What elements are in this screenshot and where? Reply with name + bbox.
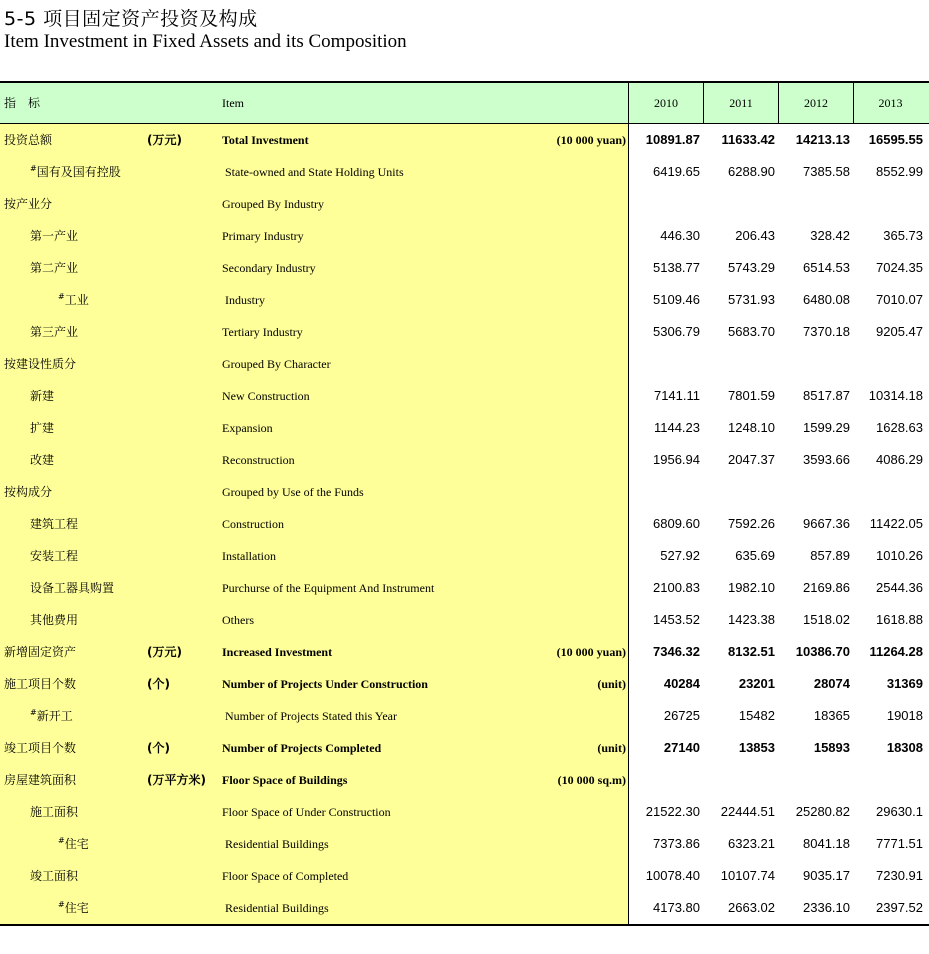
value-cell-2012: 8041.18 [779,828,854,860]
row-chinese-label [58,892,89,924]
row-unit-english: (10 000 sq.m) [557,773,626,787]
value-cell-2012: 7370.18 [779,316,854,348]
row-chinese-label [30,252,78,284]
value-cell-2012 [779,188,854,220]
row-label-cell [0,860,629,892]
value-cell-2013: 2397.52 [854,892,927,924]
value-cell-2011: 11633.42 [704,124,779,156]
row-unit-chinese: (个) [147,741,170,755]
value-cell-2013: 1010.26 [854,540,927,572]
row-chinese-text: 房屋建筑面积 [4,773,77,787]
row-chinese-label [4,764,76,796]
value-cell-2011: 206.43 [704,220,779,252]
value-cell-2013: 9205.47 [854,316,927,348]
value-cell-2010: 4173.80 [629,892,704,924]
row-label-cell [0,764,629,796]
row-chinese-label [4,732,76,764]
row-chinese-text: 第三产业 [30,325,79,339]
value-cell-2011: 1982.10 [704,572,779,604]
row-unit-chinese: (个) [147,677,170,691]
row-label-cell [0,252,629,284]
row-chinese-text: 安装工程 [30,549,79,563]
value-cell-2011: 2047.37 [704,444,779,476]
value-cell-2013: 2544.36 [854,572,927,604]
value-cell-2010: 6809.60 [629,508,704,540]
value-cell-2012: 9035.17 [779,860,854,892]
row-english-label: Grouped By Industry [222,197,324,211]
row-label-cell [0,892,629,924]
table-row [0,476,929,508]
row-chinese-label [30,700,73,732]
row-english-label: Construction [222,517,284,531]
value-cell-2013: 1628.63 [854,412,927,444]
row-chinese-label [30,860,78,892]
row-chinese-text: 住宅 [64,901,89,915]
value-cell-2010: 7373.86 [629,828,704,860]
value-cell-2013 [854,476,927,508]
row-chinese-text: 施工项目个数 [4,677,77,691]
row-chinese-text: 投资总额 [4,133,53,147]
row-chinese-text: 工业 [64,293,89,307]
footnote-mark: # [58,836,65,845]
value-cell-2011 [704,476,779,508]
footnote-mark: # [30,708,37,717]
value-cell-2011 [704,188,779,220]
row-english-label: Grouped By Character [222,357,331,371]
row-chinese-text: 竣工面积 [30,869,79,883]
row-label-cell [0,604,629,636]
row-chinese-label [30,156,121,188]
value-cell-2011: 10107.74 [704,860,779,892]
row-chinese-label [30,380,54,412]
header-indicator-label: 指 标 [4,96,41,110]
table-row [0,796,929,828]
row-english-label: Total Investment [222,133,309,147]
row-english-label: Grouped by Use of the Funds [222,485,364,499]
page-title-chinese: 5-5 项目固定资产投资及构成 [4,8,258,30]
row-english-label: Reconstruction [222,453,295,467]
row-english-label: Others [222,613,254,627]
row-chinese-text: 建筑工程 [30,517,79,531]
table-row [0,444,929,476]
header-item-label: Item [222,96,244,110]
value-cell-2012: 25280.82 [779,796,854,828]
value-cell-2010: 10891.87 [629,124,704,156]
value-cell-2012: 3593.66 [779,444,854,476]
table-row [0,828,929,860]
value-cell-2010: 527.92 [629,540,704,572]
value-cell-2011: 1423.38 [704,604,779,636]
row-unit-english: (10 000 yuan) [556,645,626,659]
row-chinese-text: 改建 [30,453,55,467]
row-label-cell [0,284,629,316]
value-cell-2013: 8552.99 [854,156,927,188]
value-cell-2011: 6288.90 [704,156,779,188]
table-row [0,252,929,284]
value-cell-2011: 15482 [704,700,779,732]
table-row [0,700,929,732]
value-cell-2010: 1144.23 [629,412,704,444]
value-cell-2012: 10386.70 [779,636,854,668]
row-english-label: Expansion [222,421,273,435]
row-english-label: Installation [222,549,276,563]
row-unit-english: (unit) [597,741,626,755]
table-row [0,892,929,924]
row-label-cell [0,700,629,732]
value-cell-2010: 2100.83 [629,572,704,604]
row-label-cell [0,348,629,380]
value-cell-2010: 27140 [629,732,704,764]
value-cell-2012 [779,764,854,796]
row-chinese-label [30,316,78,348]
table-row [0,316,929,348]
row-english-label: Number of Projects Under Construction [222,677,428,691]
row-chinese-text: 新建 [30,389,55,403]
row-english-label: New Construction [222,389,310,403]
row-chinese-text: 国有及国有控股 [36,165,121,179]
row-label-cell [0,668,629,700]
table-body [0,124,929,924]
value-cell-2013 [854,348,927,380]
value-cell-2011: 7801.59 [704,380,779,412]
table-row [0,636,929,668]
value-cell-2013: 7771.51 [854,828,927,860]
row-english-label: Residential Buildings [225,837,329,851]
row-chinese-label [4,636,76,668]
row-english-label: Floor Space of Completed [222,869,349,883]
value-cell-2011 [704,348,779,380]
value-cell-2012: 1518.02 [779,604,854,636]
row-label-cell [0,156,629,188]
table-row [0,380,929,412]
row-label-cell [0,316,629,348]
row-label-cell [0,732,629,764]
row-chinese-label [30,604,78,636]
value-cell-2010: 5306.79 [629,316,704,348]
value-cell-2012: 9667.36 [779,508,854,540]
value-cell-2012: 6480.08 [779,284,854,316]
row-chinese-label [4,348,76,380]
table-row [0,572,929,604]
row-chinese-text: 其他费用 [30,613,79,627]
value-cell-2011: 13853 [704,732,779,764]
row-english-label: Floor Space of Buildings [222,773,348,787]
value-cell-2012: 15893 [779,732,854,764]
value-cell-2010: 7346.32 [629,636,704,668]
value-cell-2011: 635.69 [704,540,779,572]
row-unit-chinese: (万元) [147,645,182,659]
row-unit-chinese: (万平方米) [147,773,206,787]
value-cell-2010: 40284 [629,668,704,700]
row-chinese-text: 按建设性质分 [4,357,77,371]
value-cell-2010 [629,188,704,220]
table-row [0,348,929,380]
row-chinese-label [30,796,78,828]
value-cell-2013 [854,188,927,220]
row-chinese-text: 设备工器具购置 [30,581,115,595]
row-unit-english: (unit) [597,677,626,691]
value-cell-2013: 1618.88 [854,604,927,636]
row-chinese-text: 竣工项目个数 [4,741,77,755]
table-row [0,220,929,252]
value-cell-2010: 21522.30 [629,796,704,828]
footnote-mark: # [30,164,37,173]
row-chinese-label [30,508,78,540]
header-item-cell [0,83,629,123]
header-year-2011: 2011 [704,83,779,123]
value-cell-2013: 11422.05 [854,508,927,540]
row-label-cell [0,380,629,412]
header-year-2012: 2012 [779,83,854,123]
value-cell-2012: 2169.86 [779,572,854,604]
value-cell-2013: 7024.35 [854,252,927,284]
value-cell-2011: 2663.02 [704,892,779,924]
row-label-cell [0,412,629,444]
value-cell-2010: 1956.94 [629,444,704,476]
row-label-cell [0,508,629,540]
table-row [0,188,929,220]
value-cell-2012: 18365 [779,700,854,732]
row-english-label: Number of Projects Completed [222,741,382,755]
row-label-cell [0,796,629,828]
row-label-cell [0,444,629,476]
row-english-label: Floor Space of Under Construction [222,805,391,819]
table-row [0,540,929,572]
row-english-label: Secondary Industry [222,261,316,275]
value-cell-2010 [629,476,704,508]
row-chinese-text: 新开工 [36,709,73,723]
row-chinese-text: 第一产业 [30,229,79,243]
row-label-cell [0,572,629,604]
value-cell-2012: 8517.87 [779,380,854,412]
value-cell-2013: 7230.91 [854,860,927,892]
row-english-label: Residential Buildings [225,901,329,915]
value-cell-2012: 328.42 [779,220,854,252]
value-cell-2013: 16595.55 [854,124,927,156]
value-cell-2011: 5683.70 [704,316,779,348]
header-year-2010: 2010 [629,83,704,123]
value-cell-2011: 22444.51 [704,796,779,828]
value-cell-2010: 7141.11 [629,380,704,412]
row-english-label: State-owned and State Holding Units [225,165,404,179]
row-chinese-text: 按构成分 [4,485,53,499]
value-cell-2010: 26725 [629,700,704,732]
table-row [0,124,929,156]
row-chinese-label [30,572,114,604]
footnote-mark: # [58,292,65,301]
value-cell-2012: 857.89 [779,540,854,572]
row-chinese-label [4,124,52,156]
row-english-label: Industry [225,293,265,307]
value-cell-2011: 8132.51 [704,636,779,668]
value-cell-2013: 18308 [854,732,927,764]
row-label-cell [0,540,629,572]
value-cell-2010: 5138.77 [629,252,704,284]
value-cell-2011: 7592.26 [704,508,779,540]
value-cell-2013: 7010.07 [854,284,927,316]
row-chinese-text: 第二产业 [30,261,79,275]
row-unit-english: (10 000 yuan) [556,133,626,147]
investment-table [0,81,929,926]
value-cell-2012: 28074 [779,668,854,700]
table-row [0,764,929,796]
row-chinese-text: 按产业分 [4,197,53,211]
row-english-label: Tertiary Industry [222,325,303,339]
row-chinese-text: 新增固定资产 [4,645,77,659]
row-label-cell [0,188,629,220]
value-cell-2012: 1599.29 [779,412,854,444]
row-label-cell [0,636,629,668]
value-cell-2010: 5109.46 [629,284,704,316]
table-header [0,83,929,124]
row-chinese-label [4,188,52,220]
table-row [0,668,929,700]
value-cell-2010 [629,764,704,796]
row-label-cell [0,828,629,860]
value-cell-2013: 29630.1 [854,796,927,828]
header-year-2013: 2013 [854,83,927,123]
value-cell-2011: 5731.93 [704,284,779,316]
table-row [0,412,929,444]
value-cell-2013: 11264.28 [854,636,927,668]
row-label-cell [0,476,629,508]
row-english-label: Number of Projects Stated this Year [225,709,397,723]
value-cell-2012 [779,476,854,508]
row-chinese-text: 扩建 [30,421,55,435]
row-chinese-label [30,444,54,476]
value-cell-2012 [779,348,854,380]
row-chinese-label [58,828,89,860]
row-chinese-text: 住宅 [64,837,89,851]
value-cell-2010 [629,348,704,380]
value-cell-2011: 5743.29 [704,252,779,284]
page-title-english: Item Investment in Fixed Assets and its Composition [4,31,407,52]
row-chinese-label [30,540,78,572]
value-cell-2011: 1248.10 [704,412,779,444]
value-cell-2011 [704,764,779,796]
table-row [0,508,929,540]
row-chinese-text: 施工面积 [30,805,79,819]
value-cell-2010: 1453.52 [629,604,704,636]
value-cell-2013: 4086.29 [854,444,927,476]
row-chinese-label [30,220,78,252]
row-chinese-label [58,284,89,316]
value-cell-2012: 6514.53 [779,252,854,284]
row-label-cell [0,124,629,156]
table-row [0,732,929,764]
table-row [0,284,929,316]
row-chinese-label [4,668,76,700]
value-cell-2013: 31369 [854,668,927,700]
value-cell-2013: 365.73 [854,220,927,252]
value-cell-2011: 23201 [704,668,779,700]
value-cell-2010: 10078.40 [629,860,704,892]
table-row [0,860,929,892]
value-cell-2013 [854,764,927,796]
table-row [0,604,929,636]
table-row [0,156,929,188]
footnote-mark: # [58,900,65,909]
row-english-label: Primary Industry [222,229,304,243]
value-cell-2010: 6419.65 [629,156,704,188]
row-unit-chinese: (万元) [147,133,182,147]
value-cell-2013: 10314.18 [854,380,927,412]
value-cell-2012: 7385.58 [779,156,854,188]
value-cell-2010: 446.30 [629,220,704,252]
row-english-label: Purchurse of the Equipment And Instrument [222,581,435,595]
value-cell-2012: 14213.13 [779,124,854,156]
row-chinese-label [30,412,54,444]
value-cell-2013: 19018 [854,700,927,732]
value-cell-2011: 6323.21 [704,828,779,860]
row-label-cell [0,220,629,252]
row-chinese-label [4,476,52,508]
value-cell-2012: 2336.10 [779,892,854,924]
row-english-label: Increased Investment [222,645,333,659]
